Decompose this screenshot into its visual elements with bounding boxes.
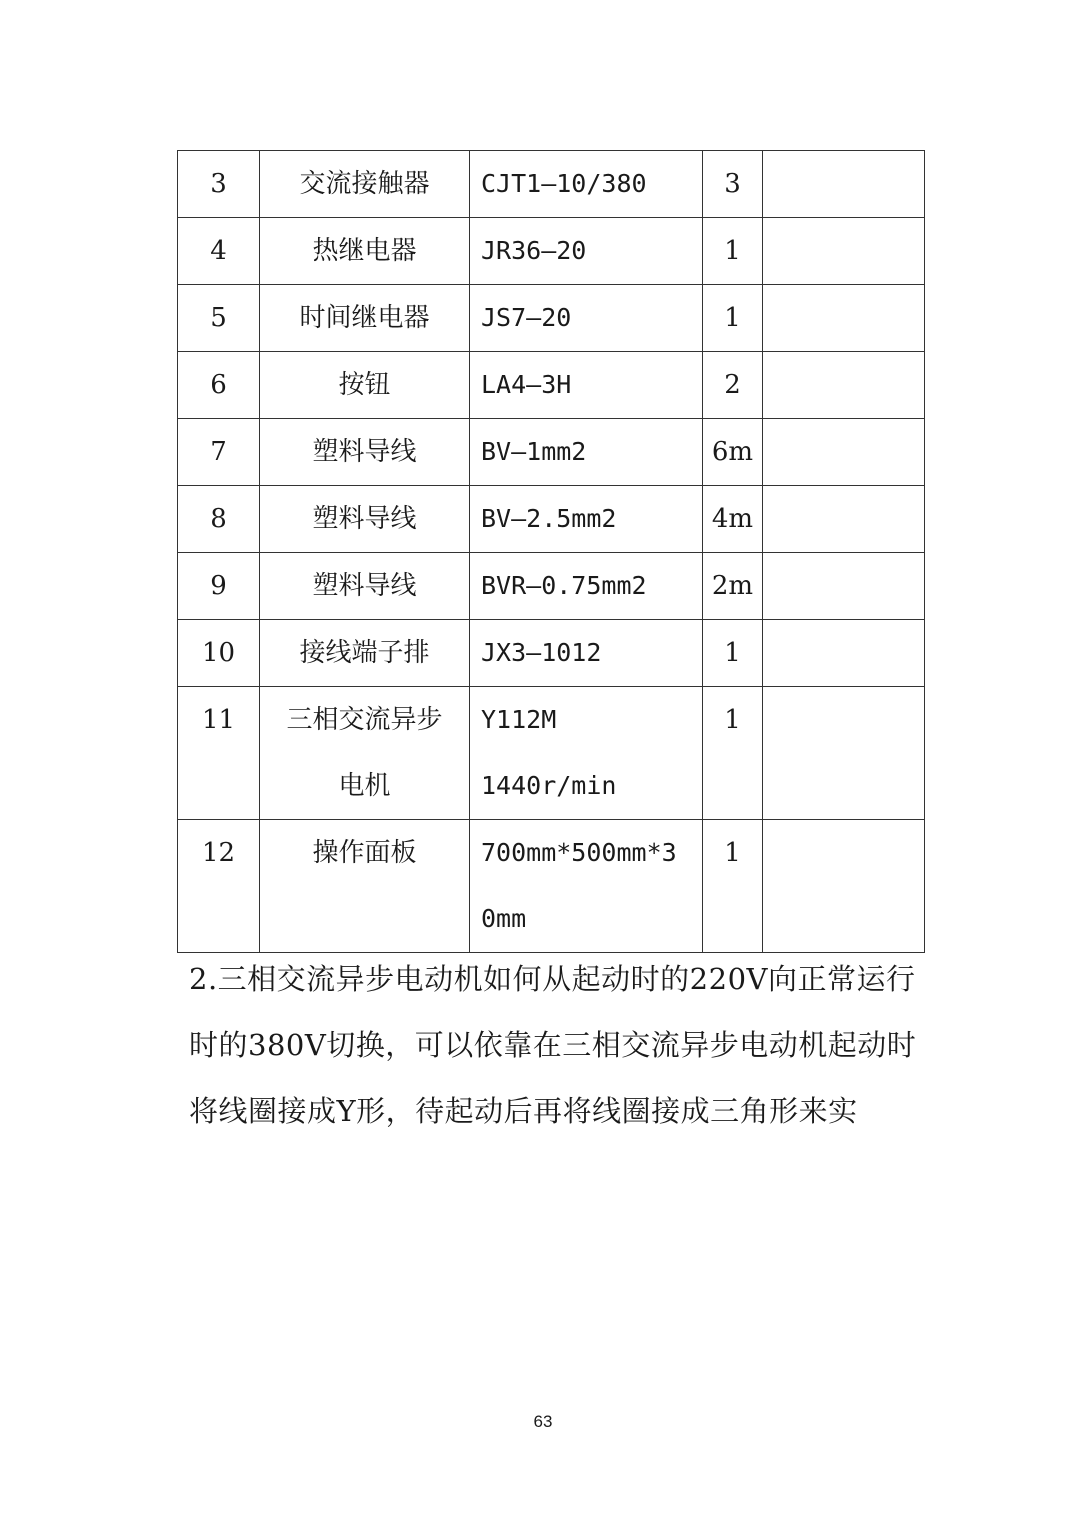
cell-quantity-text: 4m xyxy=(711,504,754,534)
cell-note xyxy=(763,419,925,486)
cell-name-line: 塑料导线 xyxy=(312,571,417,601)
cell-quantity xyxy=(703,419,763,486)
cell-name xyxy=(260,553,470,620)
cell-number-text: 3 xyxy=(210,169,227,199)
cell-note xyxy=(763,285,925,352)
cell-name xyxy=(260,620,470,687)
cell-note-text xyxy=(763,553,924,619)
cell-model-line: JS7—20 xyxy=(481,303,572,332)
table-row xyxy=(178,687,925,820)
cell-note xyxy=(763,486,925,553)
cell-quantity xyxy=(703,285,763,352)
cell-name-line: 操作面板 xyxy=(312,838,417,868)
cell-model xyxy=(470,285,703,352)
cell-model-line: 1440r/min xyxy=(481,771,617,800)
cell-note-text xyxy=(763,820,924,886)
cell-model xyxy=(470,820,703,953)
cell-model xyxy=(470,218,703,285)
cell-name xyxy=(260,419,470,486)
table-row xyxy=(178,419,925,486)
table-row xyxy=(178,352,925,419)
cell-note xyxy=(763,620,925,687)
cell-number xyxy=(178,553,260,620)
cell-number-text: 12 xyxy=(201,838,236,868)
cell-model-line: BVR—0.75mm2 xyxy=(481,571,647,600)
cell-model-line: 700mm*500mm*3 xyxy=(481,838,677,867)
table-row xyxy=(178,553,925,620)
cell-name-line: 塑料导线 xyxy=(312,437,417,467)
cell-quantity xyxy=(703,820,763,953)
cell-model-line: JX3—1012 xyxy=(481,638,602,667)
cell-number xyxy=(178,486,260,553)
cell-number-text: 6 xyxy=(210,370,227,400)
cell-name-line: 交流接触器 xyxy=(299,169,430,199)
cell-quantity-text: 6m xyxy=(711,437,754,467)
cell-note xyxy=(763,687,925,820)
cell-model xyxy=(470,419,703,486)
cell-model-line: JR36—20 xyxy=(481,236,587,265)
cell-name xyxy=(260,486,470,553)
paragraph-line-3: 将线圈接成Y形，待起动后再将线圈接成三角形来实 xyxy=(189,1094,858,1128)
cell-model-line: 0mm xyxy=(481,904,527,933)
cell-number xyxy=(178,820,260,953)
cell-quantity xyxy=(703,352,763,419)
cell-model xyxy=(470,486,703,553)
cell-note-text xyxy=(763,285,924,351)
cell-quantity xyxy=(703,486,763,553)
cell-number-text: 8 xyxy=(210,504,227,534)
cell-note-text xyxy=(763,352,924,418)
cell-number xyxy=(178,151,260,218)
table-row xyxy=(178,218,925,285)
cell-quantity xyxy=(703,218,763,285)
cell-number xyxy=(178,687,260,820)
cell-note-text xyxy=(763,218,924,284)
cell-name-line: 接线端子排 xyxy=(299,638,430,668)
components-table xyxy=(177,150,925,953)
cell-name xyxy=(260,285,470,352)
cell-model-line: LA4—3H xyxy=(481,370,572,399)
cell-model-line: BV—2.5mm2 xyxy=(481,504,617,533)
cell-number-text: 11 xyxy=(201,705,236,735)
cell-model-line: Y112M xyxy=(481,705,557,734)
cell-model xyxy=(470,352,703,419)
paragraph-line-1: 2.三相交流异步电动机如何从起动时的220V向正常运行 xyxy=(189,962,916,996)
cell-number xyxy=(178,620,260,687)
cell-note xyxy=(763,218,925,285)
cell-name-line: 时间继电器 xyxy=(299,303,430,333)
cell-number-text: 9 xyxy=(210,571,227,601)
cell-name xyxy=(260,687,470,820)
cell-quantity xyxy=(703,620,763,687)
cell-note xyxy=(763,151,925,218)
cell-quantity xyxy=(703,553,763,620)
cell-quantity-text: 1 xyxy=(724,638,741,668)
cell-note xyxy=(763,352,925,419)
cell-quantity-text: 3 xyxy=(724,169,741,199)
page-number: 63 xyxy=(533,1412,553,1431)
cell-quantity xyxy=(703,687,763,820)
cell-note-text xyxy=(763,151,924,217)
cell-note xyxy=(763,553,925,620)
cell-number-text: 5 xyxy=(210,303,227,333)
cell-number-text: 4 xyxy=(210,236,227,266)
cell-model-line: CJT1—10/380 xyxy=(481,169,647,198)
cell-name xyxy=(260,820,470,953)
cell-number-text: 10 xyxy=(201,638,236,668)
cell-name xyxy=(260,352,470,419)
cell-name-line: 三相交流异步 xyxy=(286,705,443,735)
cell-quantity-text: 2m xyxy=(711,571,754,601)
cell-number xyxy=(178,218,260,285)
cell-name-line: 热继电器 xyxy=(312,236,417,266)
cell-note-text xyxy=(763,419,924,485)
table-row xyxy=(178,285,925,352)
cell-name xyxy=(260,218,470,285)
cell-name-line: 按钮 xyxy=(338,370,391,400)
cell-model xyxy=(470,151,703,218)
cell-quantity-text: 1 xyxy=(724,838,741,868)
cell-note xyxy=(763,820,925,953)
components-table-body xyxy=(178,151,925,953)
cell-number xyxy=(178,352,260,419)
cell-quantity-text: 2 xyxy=(724,370,741,400)
cell-quantity-text: 1 xyxy=(724,303,741,333)
cell-model xyxy=(470,687,703,820)
body-paragraph xyxy=(189,946,919,1144)
cell-model-line: BV—1mm2 xyxy=(481,437,587,466)
cell-model xyxy=(470,553,703,620)
cell-note-text xyxy=(763,486,924,552)
cell-quantity xyxy=(703,151,763,218)
table-row xyxy=(178,620,925,687)
paragraph-line-2: 时的380V切换，可以依靠在三相交流异步电动机起动时 xyxy=(189,1028,917,1062)
table-row xyxy=(178,151,925,218)
cell-number xyxy=(178,419,260,486)
cell-note-text xyxy=(763,687,924,753)
cell-number xyxy=(178,285,260,352)
cell-name-line: 电机 xyxy=(338,771,391,801)
cell-quantity-text: 1 xyxy=(724,705,741,735)
cell-name xyxy=(260,151,470,218)
cell-model xyxy=(470,620,703,687)
cell-name-line: 塑料导线 xyxy=(312,504,417,534)
table-row xyxy=(178,486,925,553)
cell-number-text: 7 xyxy=(210,437,227,467)
cell-quantity-text: 1 xyxy=(724,236,741,266)
components-table-container xyxy=(177,150,925,953)
table-row xyxy=(178,820,925,953)
cell-note-text xyxy=(763,620,924,686)
